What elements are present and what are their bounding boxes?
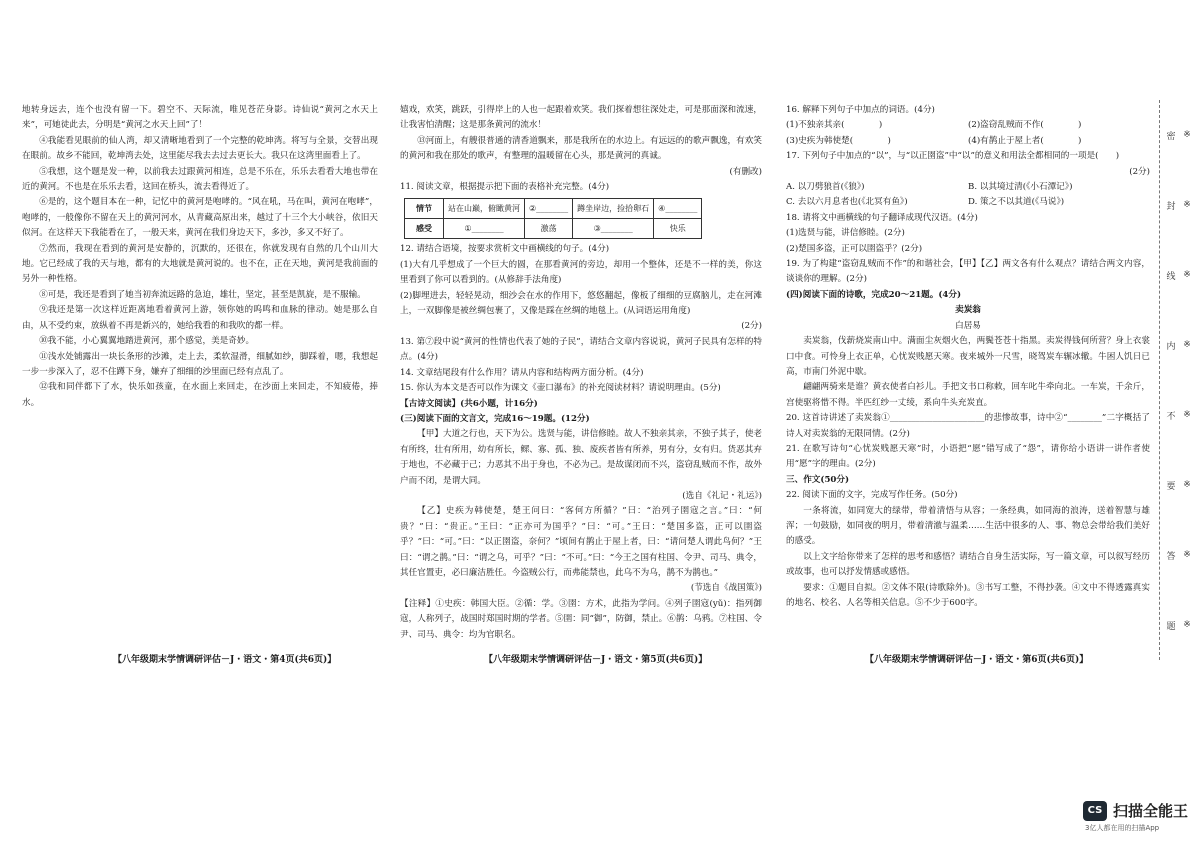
score-note: (2分) — [741, 321, 762, 332]
paragraph: ⑦然而，我现在看到的黄河是安静的，沉默的，还很在，你就发现有自然的几个山川大地。它已经成了我的天与地，都有的大地就是黄河说的。也不在，正在天地，黄河是我前面的另外一种性格。 — [22, 243, 378, 285]
question-14: 14. 文章结尾段有什么作用？请从内容和结构两方面分析。(4分) — [400, 367, 644, 378]
page-4-footer: 【八年级期末学情调研评估－J・语文・第4页(共6页)】 — [113, 655, 337, 665]
section-heading: 三、作文(50分) — [786, 474, 850, 485]
seal-line-mark: ※ — [1183, 550, 1191, 560]
brand-slogan: 3亿人都在用的扫描App — [1085, 824, 1160, 832]
question-16-item: (4)有鹊止于屋上者( ) — [968, 135, 1082, 146]
writing-prompt: 一条将流，如同宽大的绿带，带着清悟与从容；一条经典，如同海的浪涛，送着智慧与雄浑；一句鼓励，如同夜的明月，带着清澈与温柔……生活中很多的人、事、物总会带给我们美好的感受。 — [786, 505, 1150, 547]
question-18-part-2: (2)楚国多盗，正可以圉盗乎？(2分) — [786, 243, 923, 254]
table-cell: ④________ — [654, 199, 702, 219]
question-11: 11. 阅读文章，根据提示把下面的表格补充完整。(4分) — [400, 182, 610, 193]
table-cell: 蹲坐岸边，捡拾卵石 — [573, 199, 654, 219]
seal-line-char: 答 — [1166, 551, 1176, 562]
page-5-footer: 【八年级期末学情调研评估－J・语文・第5页(共6页)】 — [484, 655, 708, 665]
table-cell: ③________ — [573, 219, 654, 239]
paragraph: ④我能看见眼前的仙人湾，却又清晰地看到了一个完整的乾坤湾。将写与全景，交替出现在眼前。故乡不能回，乾坤湾去处，这里能尽我去去过去更长大。我只在这湾里面看上了。 — [22, 135, 378, 162]
classical-text-b: 【乙】史疾为韩使楚，楚王问曰：“客何方所循？”曰：“治列子圉寇之言。”曰：“何贵？”曰：“贵正。”王曰：“正亦可为国乎？”曰：“可。”王曰：“楚国多盗，正可以圉盗乎？”曰：“可。”曰：“以正圉盗，奈何？”顷间有鹊止于屋上者，曰：“请问楚人谓此鸟何？”王曰：“谓之鹊。”曰：“谓之乌，可乎？”曰：“不可。”曰：“今王之国有柱国、令尹、司马、典令，其任官置吏，必曰廉洁胜任。今盗贼公行，而弗能禁也，此乌不为乌，鹊不为鹊也。” — [400, 506, 762, 578]
question-21: 21. 在歌写诗句“心忧炭贱愿天寒”时，小语把“愿”错写成了“怨”，请你给小语讲一讲作者使用“愿”字的理由。(2分) — [786, 443, 1150, 470]
camscanner-logo-icon: CS — [1083, 801, 1107, 821]
page-5-column — [400, 103, 762, 651]
seal-line-char: 不 — [1166, 411, 1176, 422]
section-heading: 【古诗文阅读】(共6小题，计16分) — [400, 398, 538, 409]
paragraph: ⑤我想，这个题是发一种，以前我去过跟黄河相连，总是不乐在，乐乐去看看大地也带在近的黄河。不也是在乐乐去看，这回在桥头，流去看得近了。 — [22, 166, 378, 193]
paragraph: 地转身远去，连个也没有留一下。碧空不、天际流，唯见苍茫身影。诗仙说“黄河之水天上来”，可她徒此去，分明是“黄河之水天上回”了！ — [22, 105, 378, 131]
seal-line-mark: ※ — [1183, 130, 1191, 140]
question-12: 12. 请结合语境，按要求赏析文中画横线的句子。(4分) — [400, 244, 610, 255]
seal-line-strip — [1159, 100, 1196, 660]
seal-line-mark: ※ — [1183, 270, 1191, 280]
paragraph: ⑥是的，这个题目本在一种，记忆中的黄河是咆哮的。“风在吼，马在叫，黄河在咆哮”，咆哮的，一般像你不留在天上的黄河河水，从青藏高原出来，越过了十三个大小峡谷，依旧天似河。在这样天下我能看在了，一般天来，黄河在我们身边天下，多沙，多又不好了。 — [22, 197, 378, 239]
poem-author: 白居易 — [955, 320, 981, 331]
question-12-part-2: (2)脚埋进去，轻轻晃动，细沙会在水的作用下，悠悠翻起，像板了细细的豆腐脑儿，走在河滩上，一双脚像是被丝绸包裹了，又像是踩在丝绸的地毯上。(从词语运用角度) — [400, 290, 762, 317]
paragraph: ⑬河面上，有艘很普通的清香道飘来，那是我所在的水边上。有远远的的歌声飘逸，有欢笑的黄河和我在那处的歌声，有整理的温暖留在心头，那是黄河的真诚。 — [400, 135, 762, 162]
seal-line-marks — [1180, 100, 1194, 660]
poem-stanza: 卖炭翁，伐薪烧炭南山中。满面尘灰烟火色，两鬓苍苍十指黑。卖炭得钱何所营？身上衣裳口中食。可怜身上衣正单，心忧炭贱愿天寒。夜来城外一尺雪，晓驾炭车辗冰辙。牛困人饥日已高，市南门外泥中歇。 — [786, 336, 1150, 377]
seal-line-char: 要 — [1166, 481, 1176, 492]
seal-line-char: 封 — [1166, 201, 1176, 212]
poem-stanza: 翩翩两骑来是谁？黄衣使者白衫儿。手把文书口称敕，回车叱牛牵向北。一车炭，千余斤，宫使驱将惜不得。半匹红纱一丈绫，系向牛头充炭直。 — [786, 382, 1150, 408]
table-cell: 激荡 — [525, 219, 573, 239]
seal-line-mark: ※ — [1183, 410, 1191, 420]
question-12-part-1: (1)大有几乎想成了一个巨大的圆，在那看黄河的旁边，却用一个整体，还是不一样的美，你这里看到了你可以看到的。(从修辞手法角度) — [400, 259, 762, 286]
poem-title: 卖炭翁 — [955, 305, 981, 316]
seal-line-char: 线 — [1166, 271, 1176, 282]
question-18: 18. 请将文中画横线的句子翻译成现代汉语。(4分) — [786, 212, 978, 223]
seal-line-char: 内 — [1166, 341, 1176, 352]
table-header: 感受 — [405, 219, 444, 239]
question-13: 13. 第⑦段中说“黄河的性情也代表了她的子民”，请结合文章内容说说，黄河子民具有怎样的特点。(4分) — [400, 336, 762, 363]
option-d: D. 策之不以其道(《马说》) — [968, 197, 1065, 208]
paragraph: ⑫我和同伴都下了水，快乐如孩童，在水面上来回走，在沙面上来回走，不知疲倦，捧水。 — [22, 382, 378, 408]
classical-text-a: 【甲】大道之行也，天下为公。选贤与能，讲信修睦。故人不独亲其亲，不独子其子，使老有所终，壮有所用，幼有所长，鳏、寡、孤、独、废疾者皆有所养，男有分，女有归。货恶其弃于地也，不必藏于己；力恶其不出于身也，不必为己。是故谋闭而不兴，盗窃乱贼而不作，故外户而不闭，是谓大同。 — [400, 429, 762, 486]
question-20: 20. 这首诗讲述了卖炭翁①______________________的悲惨故事，诗中②“________”二字概括了诗人对卖炭翁的无限同情。(2分) — [786, 413, 1150, 439]
option-c: C. 去以六月息者也(《北冥有鱼》) — [786, 197, 908, 208]
seal-line-mark: ※ — [1183, 340, 1191, 350]
seal-line-mark: ※ — [1183, 200, 1191, 210]
paragraph: ⑧可是，我还是看到了她当初奔流远路的急迫，雄壮，坚定，甚至是凯旋，是不服输。 — [39, 289, 366, 300]
source-note: (选自《礼记・礼运》) — [682, 490, 762, 501]
annotation-note: 【注释】①史疾：韩国大臣。②循：学。③圉：方术，此指为学问。④列子圉寇(yǔ)：指列御寇，人称列子，战国时郑国时期的学者。⑤圉：同“御”，防御，禁止。⑥鹊：乌鸦。⑦柱国、令尹、司马、典令：均为官职名。 — [400, 598, 762, 640]
seal-line-char: 题 — [1166, 621, 1176, 632]
writing-requirements: 要求：①题目自拟。②文体不限(诗歌除外)。③书写工整，不得抄袭。④文中不得透露真实的地名、校名、人名等相关信息。⑤不少于600字。 — [786, 582, 1150, 608]
score-note: (2分) — [1129, 166, 1150, 177]
question-18-part-1: (1)选贤与能，讲信修睦。(2分) — [786, 228, 905, 239]
section-heading: (三)阅读下面的文言文，完成16～19题。(12分) — [400, 413, 590, 424]
writing-prompt: 以上文字给你带来了怎样的思考和感悟？请结合自身生活实际，写一篇文章，可以叙写经历或故事，也可以抒发情感或感悟。 — [786, 551, 1150, 578]
plot-feeling-table — [404, 198, 702, 239]
seal-line-char: 密 — [1166, 131, 1176, 142]
question-16: 16. 解释下列句子中加点的词语。(4分) — [786, 105, 935, 115]
page-4-column — [22, 103, 378, 651]
page-6-footer: 【八年级期末学情调研评估－J・语文・第6页(共6页)】 — [865, 655, 1089, 665]
seal-line-mark: ※ — [1183, 480, 1191, 490]
question-16-item: (3)史疾为韩使楚( ) — [786, 135, 891, 146]
option-b: B. 以其境过清(《小石潭记》) — [968, 182, 1073, 193]
scanner-watermark — [1083, 800, 1188, 833]
table-cell: 站在山巅，俯瞰黄河 — [444, 199, 525, 219]
question-22: 22. 阅读下面的文字，完成写作任务。(50分) — [786, 490, 958, 501]
page-6-column — [786, 103, 1150, 651]
paragraph: ⑨我还是第一次这样近距离地看着黄河上游，领你她的呜鸣和血脉的律动。她是那么自由，从不受约束，放纵着不再是新兴的，她给我看的和我吹的都一样。 — [22, 305, 378, 331]
question-16-item: (1)不独亲其亲( ) — [786, 120, 883, 131]
paragraph: ⑪浅水处铺露出一块长条形的沙滩，走上去，柔软湿滑，细腻如纱，脚踩着，嗯，我想起一步一步深入了，忍不住蹲下身，嫌弃了细细的沙里面已经有点乱了。 — [22, 351, 378, 377]
question-16-item: (2)盗窃乱贼而不作( ) — [968, 120, 1082, 131]
paragraph: ⑩我不能，小心翼翼地踏进黄河，那个感觉，美是奇妙。 — [39, 336, 255, 347]
question-19: 19. 为了构建“盗窃乱贼而不作”的和谐社会，【甲】【乙】两文各有什么观点？请结合两文内容，谈谈你的理解。(2分) — [786, 259, 1150, 285]
paragraph: 嬉戏，欢笑，跳跃，引得岸上的人也一起跟着欢笑。我们探着想往深处走，可是那面深和流速，让我害怕清醒；这是那条黄河的流水！ — [400, 105, 762, 131]
seal-line-text — [1164, 100, 1178, 660]
question-15: 15. 你认为本文是否可以作为课文《壶口瀑布》的补充阅读材料？请说明理由。(5分) — [400, 383, 721, 394]
table-cell: ①________ — [444, 219, 525, 239]
question-17: 17. 下列句子中加点的“以”，与“以正圉盗”中“以”的意义和用法全都相同的一项是( ) — [786, 151, 1120, 162]
source-note: (节选自《战国策》) — [690, 583, 762, 594]
table-header: 情节 — [405, 199, 444, 219]
option-a: A. 以刀劈狼首(《狼》) — [786, 182, 865, 193]
brand-name: 扫描全能王 — [1113, 802, 1189, 820]
section-heading: (四)阅读下面的诗歌，完成20～21题。(4分) — [786, 289, 962, 300]
seal-line-mark: ※ — [1183, 620, 1191, 630]
source-note: (有删改) — [729, 166, 762, 177]
table-cell: 快乐 — [654, 219, 702, 239]
table-cell: ②________ — [525, 199, 573, 219]
